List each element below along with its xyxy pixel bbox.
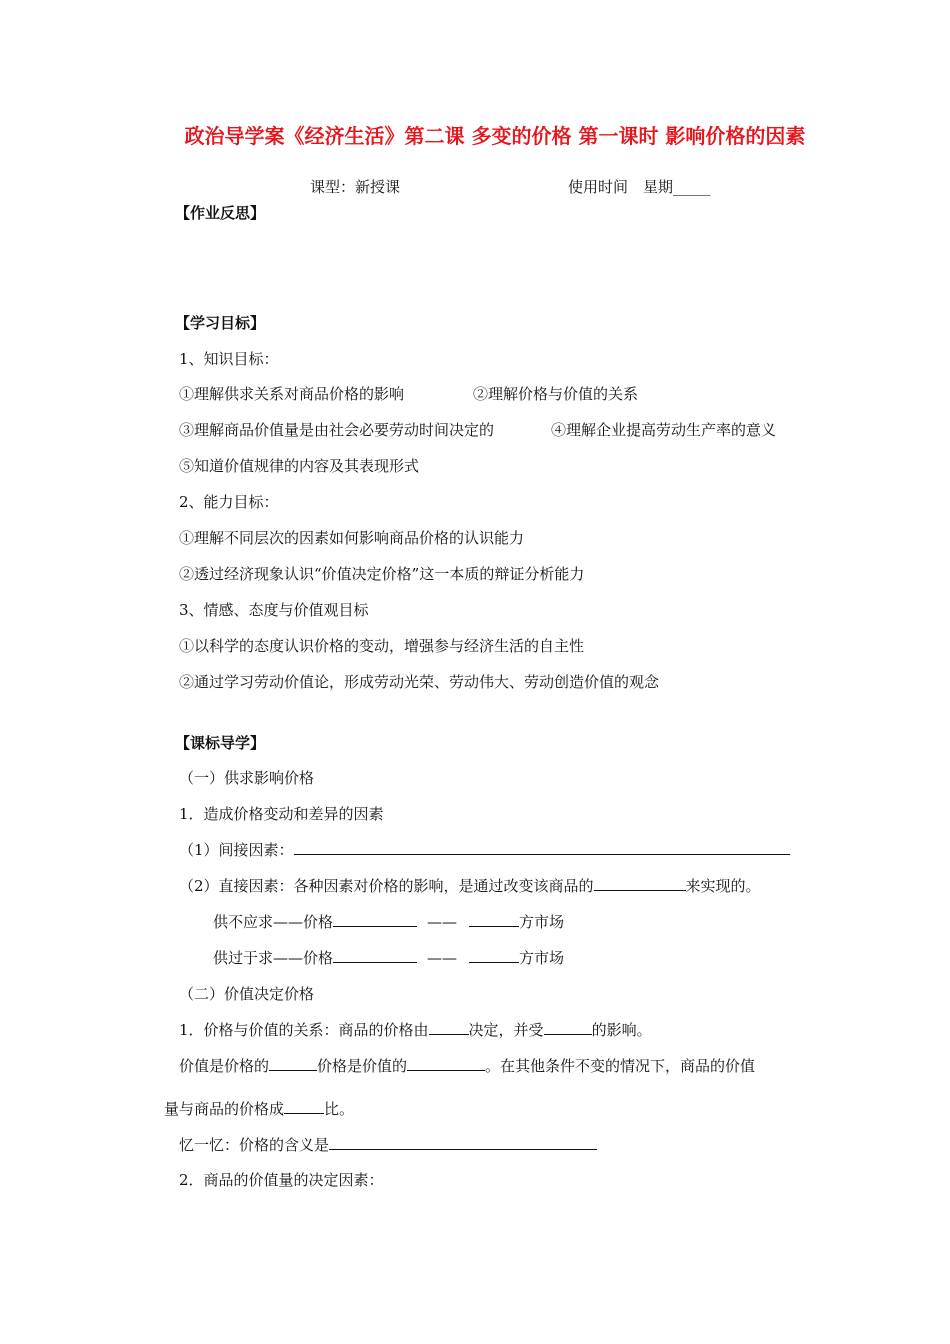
direct-factors-label: （2）直接因素：各种因素对价格的影响，是通过改变该商品的: [179, 877, 594, 895]
direct-factors-blank[interactable]: [594, 876, 686, 891]
section-guided-study: 【课标导学】: [175, 734, 266, 752]
indirect-factors-label: （1）间接因素：: [179, 841, 294, 859]
indirect-factors-line: [179, 840, 790, 860]
knowledge-goal-1: ①理解供求关系对商品价格的影响: [179, 385, 405, 403]
attitude-goal-2: ②通过学习劳动价值论，形成劳动光荣、劳动伟大、劳动创造价值的观念: [179, 673, 660, 691]
proportion-tail: 比。: [324, 1100, 355, 1118]
use-time: 使用时间 星期_____: [568, 178, 711, 196]
part-1-heading: （一）供求影响价格: [179, 769, 315, 787]
proportion-blank[interactable]: [284, 1099, 324, 1114]
attitude-goal-1: ①以科学的态度认识价格的变动，增强参与经济生活的自主性: [179, 637, 585, 655]
direct-factors-line: [179, 876, 761, 896]
value-blank-2[interactable]: [407, 1056, 485, 1071]
ability-goal-2: ②透过经济现象认识“价值决定价格”这一本质的辩证分析能力: [179, 565, 585, 583]
surplus-price-blank[interactable]: [333, 948, 417, 963]
course-type: 课型：新授课: [310, 178, 401, 196]
proportion-line: [164, 1099, 354, 1119]
surplus-market-label: 方市场: [519, 949, 565, 967]
document-title: 政治导学案《经济生活》第二课 多变的价格 第一课时 影响价格的因素: [184, 124, 806, 148]
value-mid: 价格是价值的: [317, 1057, 408, 1075]
shortage-label: 供不应求——价格: [213, 913, 334, 931]
item-1-heading: 1．造成价格变动和差异的因素: [179, 805, 384, 823]
knowledge-goal-title: 1、知识目标：: [179, 350, 279, 368]
relation-mid: 决定，并受: [468, 1021, 544, 1039]
recall-label: 忆一忆：价格的含义是: [179, 1136, 330, 1154]
shortage-market-label: 方市场: [519, 913, 565, 931]
direct-factors-tail: 来实现的。: [685, 877, 761, 895]
section-learning-goals: 【学习目标】: [175, 314, 266, 332]
value-price-line: [179, 1056, 755, 1076]
part-2-heading: （二）价值决定价格: [179, 985, 315, 1003]
surplus-label: 供过于求——价格: [213, 949, 334, 967]
shortage-line: [213, 912, 564, 932]
attitude-goal-title: 3、情感、态度与价值观目标: [179, 601, 369, 619]
relation-label: 1．价格与价值的关系：商品的价格由: [179, 1021, 429, 1039]
surplus-dash: ——: [427, 949, 458, 967]
value-tail: 。在其他条件不变的情况下，商品的价值: [485, 1057, 756, 1075]
surplus-market-blank[interactable]: [469, 948, 519, 963]
knowledge-goal-4: ④理解企业提高劳动生产率的意义: [551, 421, 777, 439]
knowledge-goal-3: ③理解商品价值量是由社会必要劳动时间决定的: [179, 421, 495, 439]
knowledge-goal-5: ⑤知道价值规律的内容及其表现形式: [179, 457, 420, 475]
ability-goal-1: ①理解不同层次的因素如何影响商品价格的认识能力: [179, 529, 525, 547]
shortage-dash: ——: [427, 913, 458, 931]
surplus-line: [213, 948, 564, 968]
price-value-relation-line: [179, 1020, 652, 1040]
proportion-label: 量与商品的价格成: [164, 1100, 285, 1118]
recall-blank[interactable]: [329, 1135, 597, 1150]
relation-blank-1[interactable]: [429, 1020, 469, 1035]
knowledge-goal-2: ②理解价格与价值的关系: [473, 385, 639, 403]
relation-blank-2[interactable]: [544, 1020, 592, 1035]
item-2-heading: 2．商品的价值量的决定因素：: [179, 1171, 384, 1189]
ability-goal-title: 2、能力目标：: [179, 493, 279, 511]
value-blank-1[interactable]: [269, 1056, 317, 1071]
value-label: 价值是价格的: [179, 1057, 270, 1075]
shortage-market-blank[interactable]: [469, 912, 519, 927]
relation-tail: 的影响。: [591, 1021, 652, 1039]
section-homework-reflection: 【作业反思】: [175, 204, 266, 222]
recall-line: [179, 1135, 597, 1155]
indirect-factors-blank[interactable]: [294, 840, 790, 855]
shortage-price-blank[interactable]: [333, 912, 417, 927]
